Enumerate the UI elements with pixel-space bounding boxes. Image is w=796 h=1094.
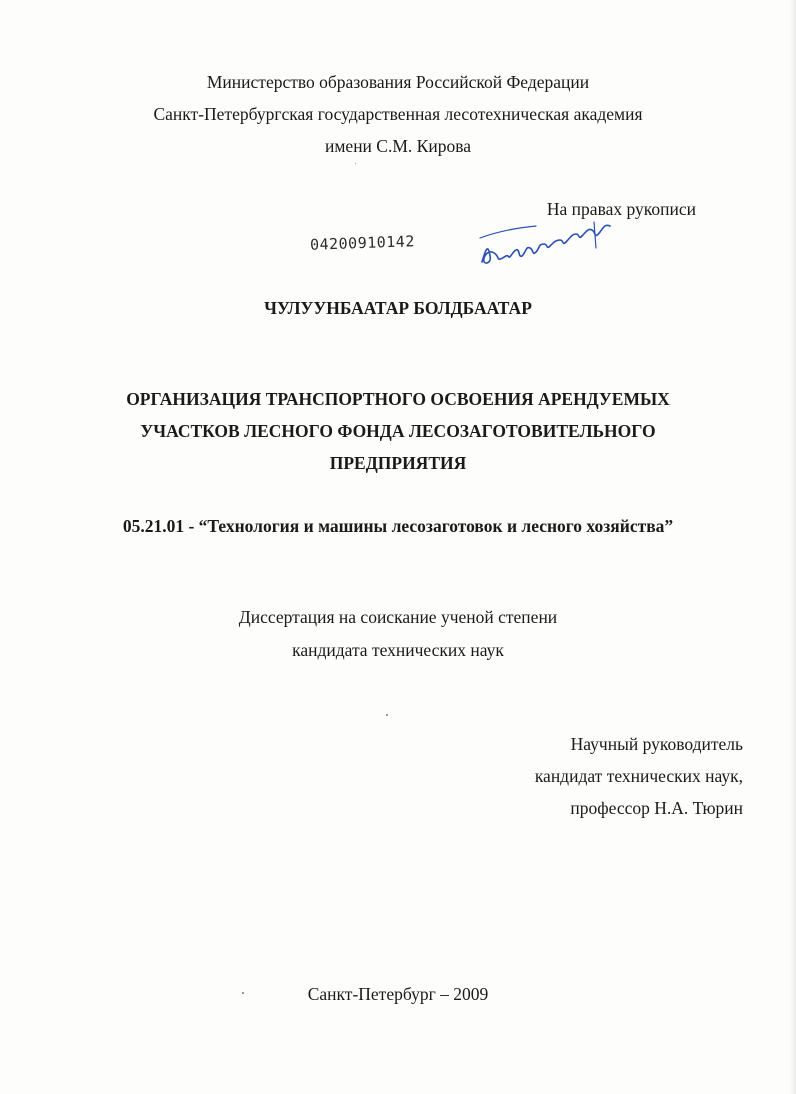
supervisor-name: профессор Н.А. Тюрин — [570, 798, 743, 818]
scan-speck — [355, 163, 356, 164]
title-line-1: ОРГАНИЗАЦИЯ ТРАНСПОРТНОГО ОСВОЕНИЯ АРЕНДУЕМЫХ — [126, 389, 670, 409]
author-signature — [476, 218, 616, 274]
academy-line: Санкт-Петербургская государственная лесотехническая академия — [153, 104, 643, 124]
city-year: Санкт-Петербург – 2009 — [307, 984, 489, 1004]
scan-edge-shadow — [790, 0, 796, 1094]
scan-speck — [386, 714, 388, 716]
degree-line-1: Диссертация на соискание ученой степени — [238, 607, 558, 627]
supervisor-role: Научный руководитель — [570, 734, 743, 754]
academy-name-line: имени С.М. Кирова — [324, 136, 471, 156]
scan-speck — [242, 992, 244, 994]
specialty-code: 05.21.01 - “Технология и машины лесозаготовок и лесного хозяйства” — [122, 516, 674, 536]
supervisor-degree: кандидат технических наук, — [534, 766, 743, 786]
title-line-2: УЧАСТКОВ ЛЕСНОГО ФОНДА ЛЕСОЗАГОТОВИТЕЛЬНОГО — [140, 421, 656, 441]
title-line-3: ПРЕДПРИЯТИЯ — [329, 453, 467, 473]
manuscript-note: На правах рукописи — [546, 199, 696, 219]
degree-line-2: кандидата технических наук — [292, 640, 504, 660]
registration-number-stamp: 04200910142 — [309, 232, 416, 254]
author-name: ЧУЛУУНБААТАР БОЛДБААТАР — [264, 298, 532, 318]
ministry-line: Министерство образования Российской Федерации — [206, 72, 590, 92]
